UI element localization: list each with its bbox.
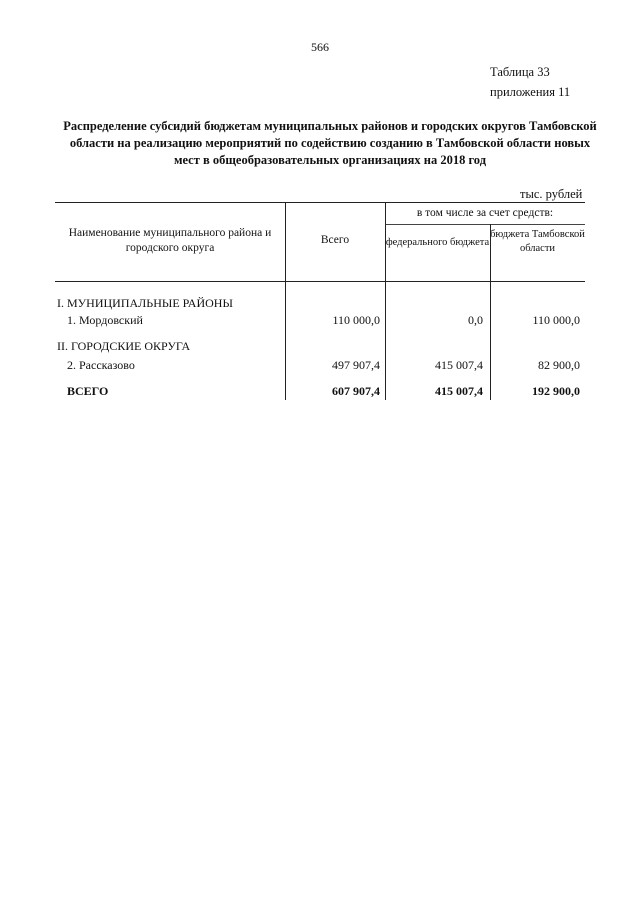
- subheader-rule: [385, 224, 585, 225]
- table-row: [55, 313, 585, 331]
- table-row: [55, 296, 585, 314]
- row-name: ВСЕГО: [67, 384, 109, 398]
- row-name: 2. Рассказово: [67, 358, 135, 372]
- row-total: 110 000,0: [332, 313, 380, 327]
- row-total: 497 907,4: [332, 358, 380, 372]
- table-row: [55, 358, 585, 376]
- header-name: Наименование муниципального района и городского округа: [68, 227, 272, 254]
- row-regional: 82 900,0: [538, 358, 580, 372]
- row-regional: 192 900,0: [532, 384, 580, 398]
- units-label: тыс. рублей: [520, 187, 583, 201]
- row-regional: 110 000,0: [532, 313, 580, 327]
- header-federal: федерального бюджета: [385, 237, 490, 248]
- table-number: Таблица 33: [490, 65, 550, 79]
- header-including: в том числе за счет средств:: [416, 207, 554, 219]
- subsidy-table: [55, 202, 585, 400]
- row-name: I. МУНИЦИПАЛЬНЫЕ РАЙОНЫ: [57, 296, 233, 310]
- table-row: [55, 339, 585, 357]
- page-number: 566: [311, 40, 329, 54]
- header-total: Всего: [320, 234, 350, 246]
- document-title: Распределение субсидий бюджетам муниципальных районов и городских округов Тамбовской области на реализацию мероприятий по содействию созданию в Тамбовской области новых мест в общеобразовательных организациях на 2018 год: [63, 119, 597, 167]
- row-name: II. ГОРОДСКИЕ ОКРУГА: [57, 339, 191, 353]
- table-top-rule: [55, 202, 585, 203]
- table-total-row: [55, 384, 585, 402]
- header-regional: бюджета Тамбовской области: [490, 229, 585, 254]
- row-total: 607 907,4: [332, 384, 380, 398]
- row-federal: 0,0: [468, 313, 483, 327]
- row-name: 1. Мордовский: [67, 313, 143, 327]
- row-federal: 415 007,4: [435, 358, 483, 372]
- header-bottom-rule: [55, 281, 585, 282]
- row-federal: 415 007,4: [435, 384, 483, 398]
- table-reference: [490, 62, 570, 102]
- appendix-number: приложения 11: [490, 85, 571, 99]
